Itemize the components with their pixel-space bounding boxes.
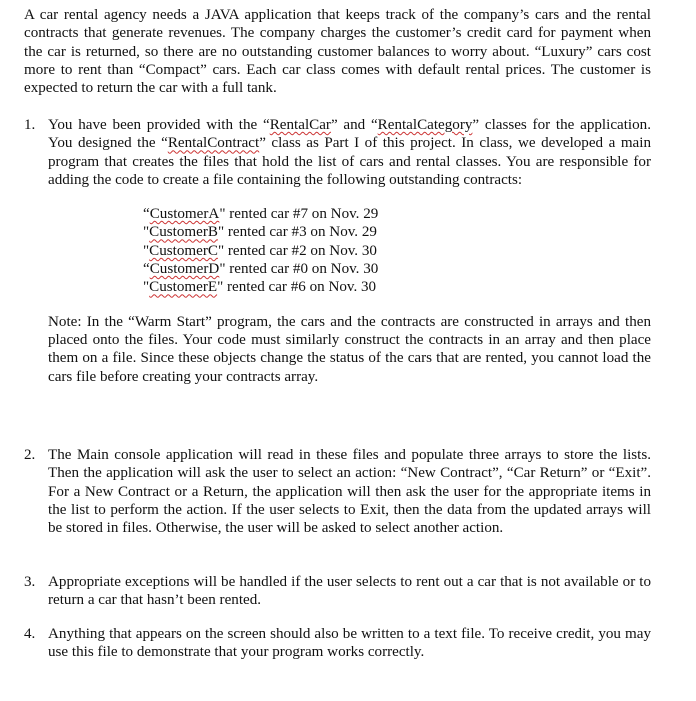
class-name-rentalcontract: RentalContract <box>167 135 260 152</box>
list-item-1 <box>24 116 651 386</box>
list-number: 4. <box>24 626 36 642</box>
intro-paragraph: A car rental agency needs a JAVA application that keeps track of the company’s cars and the rental contracts that generate revenues. The company charges the customer’s credit card for payment when the car is returned, so there are no outstanding customer balances to worry about. “Luxury” cars cost more to rent than “Compact” cars. Each car class comes with default rental prices. The customer is expected to return the car with a full tank. <box>24 7 651 97</box>
warm-start-note: Note: In the “Warm Start” program, the cars and the contracts are constructed in arrays and then placed onto the files. Your code must similarly construct the contracts in an array and then place them on a file. Since these objects change the status of the cars that are rented, you cannot load the cars file before creating your contracts array. <box>48 313 651 385</box>
contract-line: "CustomerB" rented car #3 on Nov. 29 <box>143 224 377 241</box>
item-1-body: You have been provided with the “RentalCar” and “RentalCategory” classes for the application. You designed the “RentalContract” class as Part I of this project. In class, we developed a main program that creates the files that hold the list of cars and rental classes. You are responsible for adding the code to create a file containing the following outstanding contracts: “CustomerA" rented car #7 on Nov. 29 "CustomerB" rented car #3 on Nov. 29 "CustomerC" rented car #2 on Nov. 30 “CustomerD" rented car #0 on Nov. 30 "CustomerE" rented car #6 on Nov. 30 Note: In the “Warm Start” program, the cars and the contracts are constructed in arrays and then placed onto the files. Your code must similarly construct the contracts in an array and then place them on a file. Since these objects change the status of the cars that are rented, you cannot load the cars file before creating your contracts array. <box>48 117 651 385</box>
list-item-4 <box>24 625 651 662</box>
list-item-3 <box>24 573 651 610</box>
list-number: 2. <box>24 447 36 463</box>
contract-line: "CustomerC" rented car #2 on Nov. 30 <box>143 242 377 259</box>
contracts-list <box>143 205 651 296</box>
class-name-rentalcar: RentalCar <box>269 117 331 133</box>
item-4-body: Anything that appears on the screen should also be written to a text file. To receive credit, you may use this file to demonstrate that your program works correctly. <box>48 626 651 661</box>
list-number: 3. <box>24 574 36 590</box>
contract-line: "CustomerE" rented car #6 on Nov. 30 <box>143 279 377 296</box>
list-number: 1. <box>24 117 36 133</box>
contract-line: “CustomerD" rented car #0 on Nov. 30 <box>143 261 379 278</box>
item-2-body: The Main console application will read in these files and populate three arrays to store the lists. Then the application will ask the user to select an action: “New Contract”, “Car Return” or “Exit”. For a New Contract or a Return, the application will then ask the user for the appropriate items in the list to perform the action. If the user selects to Exit, then the data from the updated arrays will be stored in files. Otherwise, the user will be asked to select another action. <box>48 447 651 537</box>
class-name-rentalcategory: RentalCategory <box>377 117 473 133</box>
contract-line: “CustomerA" rented car #7 on Nov. 29 <box>143 206 379 223</box>
item-3-body: Appropriate exceptions will be handled if the user selects to rent out a car that is not available or to return a car that hasn’t been rented. <box>48 574 651 609</box>
list-item-2 <box>24 446 651 537</box>
